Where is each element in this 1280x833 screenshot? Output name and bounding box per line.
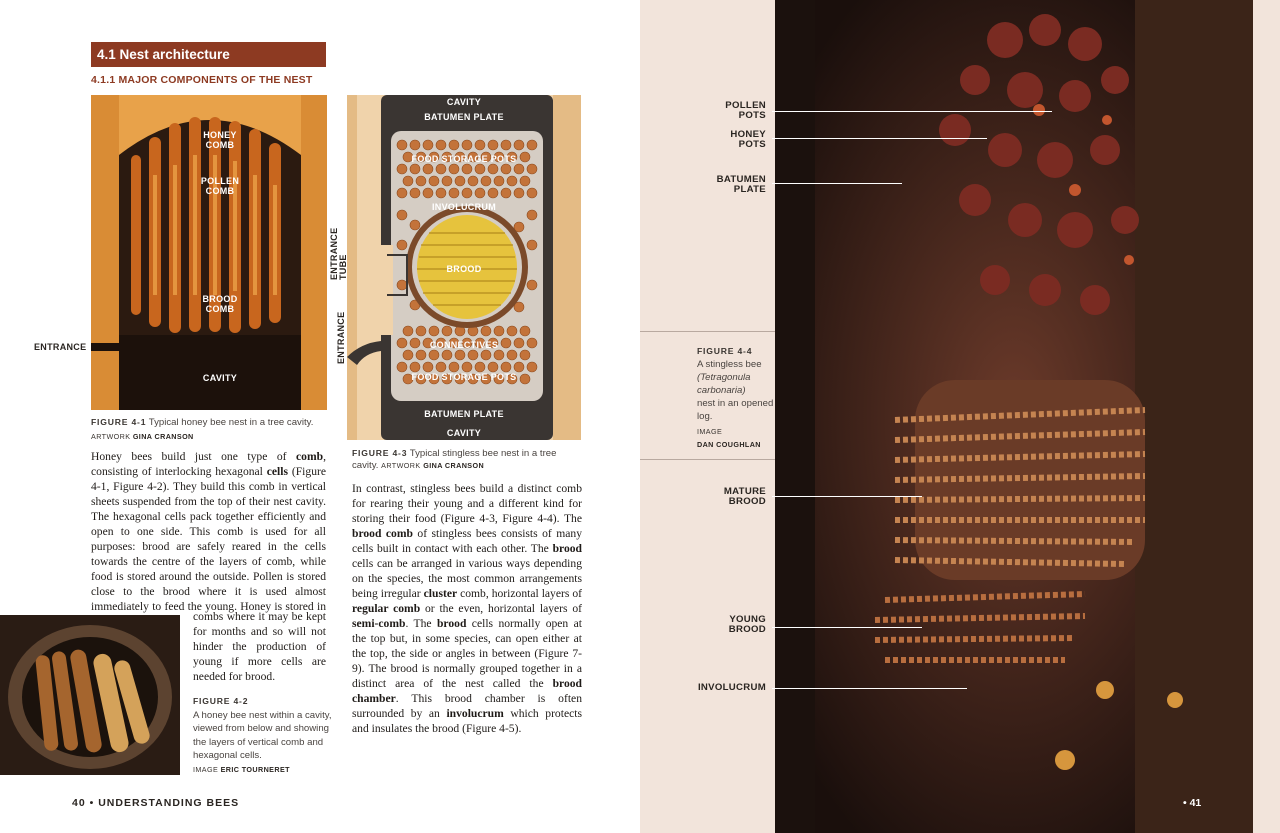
folio-right: • 41	[1183, 797, 1202, 809]
label-honey-comb: HONEY COMB	[203, 130, 237, 150]
label-involucrum: INVOLUCRUM	[432, 202, 496, 212]
term-cluster: cluster	[423, 587, 458, 600]
label-food-top: FOOD STORAGE POTS	[411, 154, 517, 164]
label-batumen-top: BATUMEN PLATE	[424, 112, 504, 122]
term-semi-comb: semi-comb	[352, 617, 406, 630]
figure-4-1-caption	[91, 416, 331, 429]
credit-name: GINA CRANSON	[423, 461, 485, 470]
caption-species: (Tetragonula carbonaria)	[697, 372, 751, 396]
text-run: or the even, horizontal layers of	[420, 602, 583, 615]
label-entrance-tube: ENTRANCE TUBE	[329, 227, 348, 280]
label-honey-pots: HONEY POTS	[730, 129, 766, 150]
credit-label: IMAGE	[697, 427, 723, 436]
caption-text: Typical honey bee nest in a tree cavity.	[148, 417, 314, 428]
section-heading: 4.1 Nest architecture	[91, 42, 326, 67]
label-involucrum-photo: INVOLUCRUM	[697, 682, 766, 693]
caption-text-b: nest in an opened log.	[697, 398, 774, 422]
text-run: In contrast, stingless bees build a distinct comb for rearing their young and a different kind for storing their food (Figure 4-3, Figure 4-4). The	[352, 482, 582, 525]
leader-line	[772, 111, 1052, 112]
label-connectives: CONNECTIVES	[429, 340, 499, 350]
label-cavity-top: CAVITY	[446, 97, 482, 107]
text-run: . The	[405, 617, 437, 630]
credit-label: IMAGE	[193, 764, 219, 774]
term-comb: comb	[296, 450, 324, 463]
credit-name: GINA CRANSON	[132, 432, 194, 441]
figure-4-1-credit	[91, 431, 194, 443]
credit-label: ARTWORK	[381, 461, 421, 470]
caption-text: Typical stingless bee nest in a tree cavity.	[352, 448, 557, 471]
leader-line	[772, 627, 922, 628]
label-young-brood: YOUNG BROOD	[728, 614, 766, 635]
label-mature-brood: MATURE BROOD	[723, 486, 766, 507]
body-text-left	[91, 449, 326, 629]
figure-4-3-caption	[352, 447, 582, 472]
label-cavity-bottom: CAVITY	[446, 428, 482, 438]
text-run: comb, horizontal layers of	[457, 587, 583, 600]
term-cells: cells	[266, 465, 289, 478]
text-run: (Figure 4-1, Figure 4-2). They build this comb in vertical sheets suspended from the top of their nest cavity. The hexagonal cells pack together efficiently and open to one side. This comb is used for all purposes: brood are safely reared in the cells towards the centre of the layers of comb, while food is stored around the outside. Pollen is stored close to the brood where it is used almost immediately to feed the young. Honey is stored in	[91, 465, 327, 613]
text-run: cells can be arranged in various ways depending on the species, the most common arrangements being irregular	[352, 557, 582, 600]
text-run: of stingless bees consists of many cells built in contact with each other. The	[352, 527, 582, 555]
caption-head: FIGURE 4-3	[352, 448, 408, 458]
label-entrance-3: ENTRANCE	[336, 311, 346, 364]
subsection-heading: 4.1.1 MAJOR COMPONENTS OF THE NEST	[91, 74, 313, 86]
label-food-bottom: FOOD STORAGE POTS	[411, 372, 517, 382]
term-brood: brood	[552, 542, 582, 555]
caption-divider	[640, 459, 775, 460]
label-entrance: ENTRANCE	[34, 342, 87, 352]
text-run: , consisting of interlocking hexagonal	[91, 450, 326, 478]
label-batumen-plate: BATUMEN PLATE	[716, 174, 766, 195]
term-brood: brood	[436, 617, 467, 630]
credit-name: ERIC TOURNERET	[220, 764, 290, 774]
term-brood-chamber: brood chamber	[352, 677, 582, 705]
credit-name: DAN COUGHLAN	[697, 440, 761, 449]
term-regular-comb: regular comb	[352, 602, 421, 615]
caption-head: FIGURE 4-1	[91, 417, 147, 427]
body-text-left-continued: combs where it may be kept for months and so will not hinder the production of young if more cells are needed for brood.	[193, 610, 326, 683]
text-run: which protects and insulates the brood (Figure 4-5).	[352, 707, 582, 735]
leader-line	[772, 138, 987, 139]
figure-4-2-photo	[0, 615, 180, 775]
text-run: Honey bees build just one type of	[91, 450, 297, 463]
label-brood: BROOD	[446, 264, 482, 274]
label-batumen-bottom: BATUMEN PLATE	[424, 409, 504, 419]
leader-line	[772, 183, 902, 184]
caption-head: FIGURE 4-2	[193, 696, 249, 706]
caption-text-a: A stingless bee	[697, 359, 762, 370]
body-text-right-column	[352, 481, 582, 736]
leader-line	[772, 688, 967, 689]
figure-4-2-caption	[193, 695, 333, 776]
caption-head: FIGURE 4-4	[697, 346, 753, 356]
label-pollen-comb: POLLEN COMB	[200, 176, 240, 196]
term-involucrum: involucrum	[446, 707, 504, 720]
text-run: cells normally open at the top but, in some species, can open either at the top, the side or angles in between (Figure 7-9). The brood is normally grouped together in a distinct area of the nest called the	[352, 617, 582, 690]
term-brood-comb: brood comb	[352, 527, 413, 540]
label-cavity: CAVITY	[202, 373, 238, 383]
caption-divider	[640, 331, 775, 332]
folio-left: 40 • UNDERSTANDING BEES	[72, 797, 240, 809]
label-brood-comb: BROOD COMB	[202, 294, 238, 314]
figure-4-4-photo	[775, 0, 1253, 833]
credit-label: ARTWORK	[91, 432, 131, 441]
text-run: . This brood chamber is often surrounded by an	[352, 692, 582, 720]
label-pollen-pots: POLLEN POTS	[725, 100, 766, 121]
leader-line	[772, 496, 922, 497]
figure-4-4-caption	[697, 345, 775, 451]
caption-text: A honey bee nest within a cavity, viewed from below and showing the layers of vertical comb and hexagonal cells.	[193, 709, 332, 761]
